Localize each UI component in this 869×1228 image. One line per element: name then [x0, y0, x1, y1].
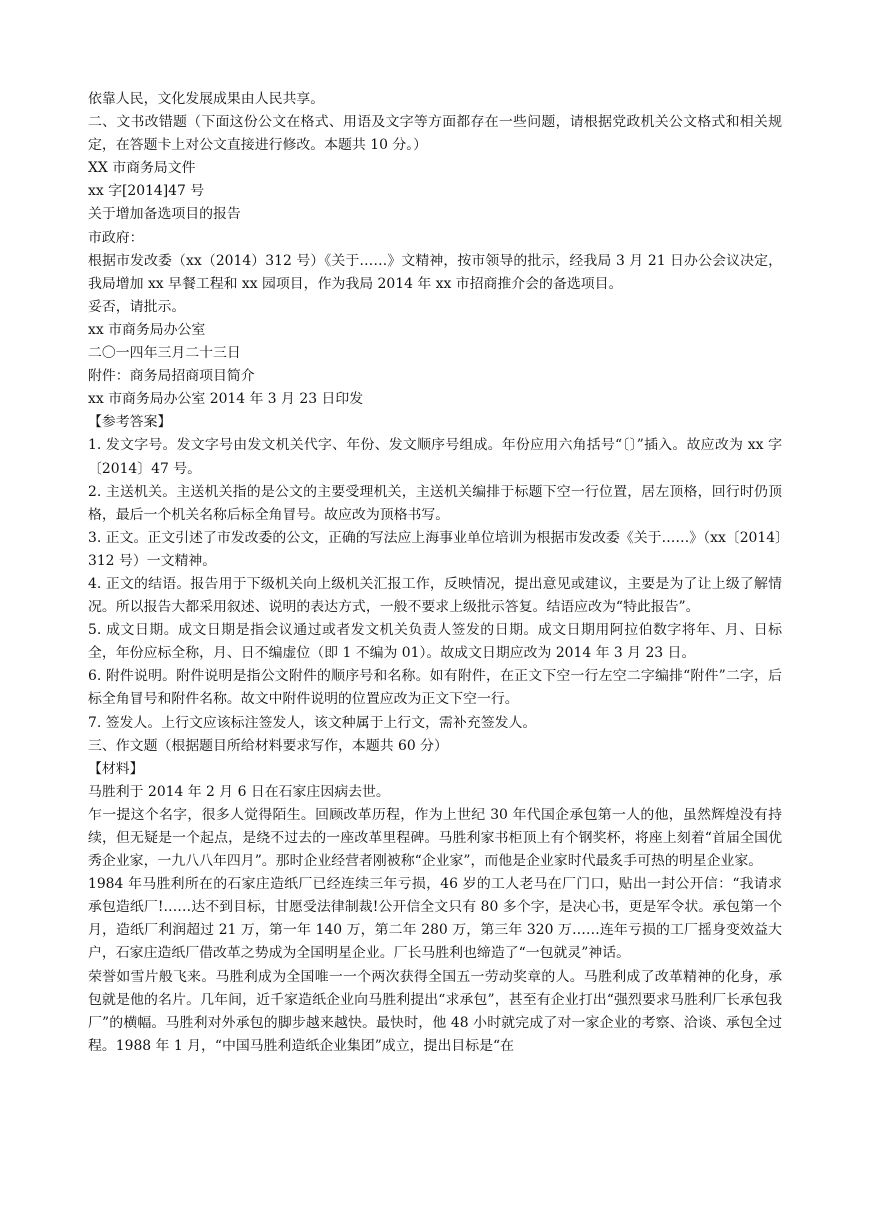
answer-item-4: 4. 正文的结语。报告用于下级机关向上级机关汇报工作，反映情况，提出意见或建议，主要是为了让上级了解情况。所以报告大都采用叙述、说明的表达方式，一般不要求上级批示答复。结语应改为“特此报告”。 [88, 575, 782, 616]
material-paragraph: 1984 年马胜利所在的石家庄造纸厂已经连续三年亏损，46 岁的工人老马在厂门口，贴出一封公开信：“我请求承包造纸厂!……达不到目标，甘愿受法律制裁!公开信全文只有 80 多个字，是决心书，更是军令状。承包第一个月，造纸厂利润超过 21 万，第一年 140 万，第二年 280 万，第三年 320 万……连年亏损的工厂摇身变效益大户，石家庄造纸厂借改革之势成为全国明星企业。厂长马胜利也缔造了“一包就灵”神话。 [88, 876, 782, 962]
doc-attachment: 附件：商务局招商项目简介 [88, 368, 255, 385]
doc-signature: xx 市商务局办公室 [88, 321, 206, 338]
section-heading-correction: 二、文书改错题（下面这份公文在格式、用语及文字等方面都存在一些问题，请根据党政机关公文格式和相关规定，在答题卡上对公文直接进行修改。本题共 10 分。） [88, 114, 782, 154]
document-page [88, 88, 782, 1058]
doc-print-note: xx 市商务局办公室 2014 年 3 月 23 日印发 [88, 391, 364, 408]
material-paragraph: 乍一提这个名字，很多人觉得陌生。回顾改革历程，作为上世纪 30 年代国企承包第一人的他，虽然辉煌没有持续，但无疑是一个起点，是绕不过去的一座改革里程碑。马胜利家书柜顶上有个钢奖杯，将座上刻着“首届全国优秀企业家，一九八八年四月”。那时企业经营者刚被称“企业家”，而他是企业家时代最炙手可热的明星企业家。 [88, 806, 782, 870]
text-line: 依靠人民，文化发展成果由人民共享。 [88, 91, 325, 107]
answer-item-3: 3. 正文。正文引述了市发改委的公文，正确的写法应上海事业单位培训为根据市发改委《关于……》（xx〔2014〕312 号）一文精神。 [88, 529, 782, 569]
doc-body: 根据市发改委（xx（2014）312 号）《关于……》文精神，按市领导的批示，经我局 3 月 21 日办公会议决定，我局增加 xx 早餐工程和 xx 园项目，作为我局 2014 年 xx 市招商推介会的备选项目。 [88, 252, 782, 292]
answer-item-5: 5. 成文日期。成文日期是指会议通过或者发文机关负责人签发的日期。成文日期用阿拉伯数字将年、月、日标全，年份应标全称，月、日不编虚位（即 1 不编为 01）。故成文日期应改为 2014 年 3 月 23 日。 [88, 622, 782, 662]
section-heading-essay: 三、作文题（根据题目所给材料要求写作，本题共 60 分） [88, 737, 448, 754]
doc-title: 关于增加备选项目的报告 [88, 206, 241, 223]
material-heading: 【材料】 [88, 760, 144, 777]
answer-item-6: 6. 附件说明。附件说明是指公文附件的顺序号和名称。如有附件，在正文下空一行左空二字编排“附件”二字，后标全角冒号和附件名称。故文中附件说明的位置应改为正文下空一行。 [88, 668, 782, 708]
doc-number: xx 字[2014]47 号 [88, 183, 205, 200]
answer-item-2: 2. 主送机关。主送机关指的是公文的主要受理机关，主送机关编排于标题下空一行位置，居左顶格，回行时仍顶格，最后一个机关名称后标全角冒号。故应改为顶格书写。 [88, 483, 782, 523]
doc-closing: 妥否，请批示。 [88, 298, 186, 315]
answer-item-7: 7. 签发人。上行文应该标注签发人，该文种属于上行文，需补充签发人。 [88, 714, 537, 731]
answer-item-1: 1. 发文字号。发文字号由发文机关代字、年份、发文顺序号组成。年份应用六角括号“〔〕”插入。故应改为 xx 字〔2014〕47 号。 [88, 437, 782, 477]
material-paragraph: 荣誉如雪片般飞来。马胜利成为全国唯一一个两次获得全国五一劳动奖章的人。马胜利成了改革精神的化身，承包就是他的名片。几年间，近千家造纸企业向马胜利提出“求承包”，甚至有企业打出“强烈要求马胜利厂长承包我厂”的横幅。马胜利对外承包的脚步越来越快。最快时，他 48 小时就完成了对一家企业的考察、洽谈、承包全过程。1988 年 1 月，“中国马胜利造纸企业集团”成立，提出目标是“在 [88, 968, 782, 1054]
answer-heading: 【参考答案】 [88, 414, 172, 431]
doc-recipient: 市政府： [88, 229, 144, 246]
material-paragraph: 马胜利于 2014 年 2 月 6 日在石家庄因病去世。 [88, 783, 390, 800]
doc-issuer-header: XX 市商务局文件 [88, 160, 196, 177]
doc-date: 二〇一四年三月二十三日 [88, 345, 241, 362]
